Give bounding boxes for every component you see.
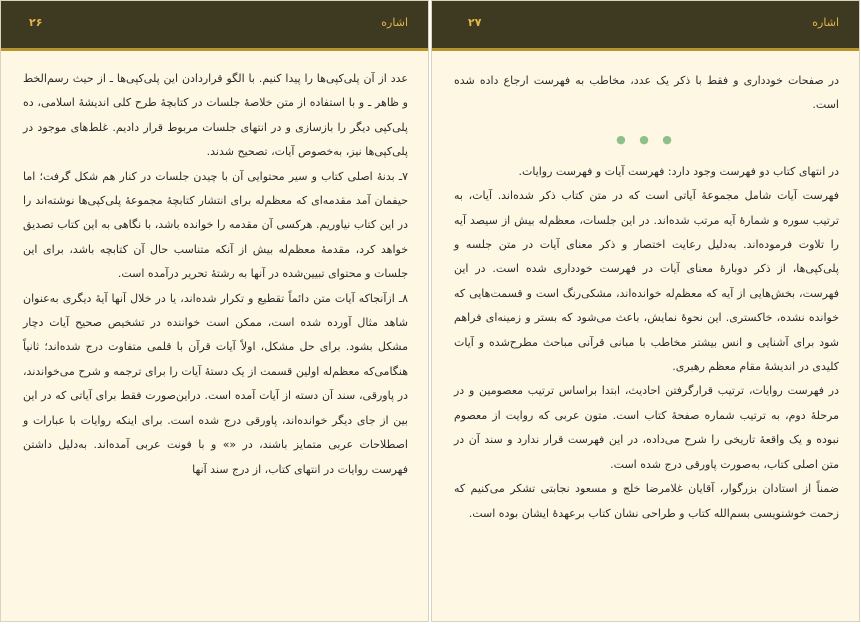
paragraph-item-7: ۷ـ بدنهٔ اصلی کتاب و سیر محتوایی آن با چیدن جلسات در کنار هم شکل گرفت؛ اما حیفمان آمد مقدمه‌ای که معظم‌له برای انتشار کتابچهٔ مجموعهٔ پلی‌کپی‌ها نوشته‌اند را در این کتاب نیاوریم. هرکسی آن مقدمه را خوانده باشد، با نگاهی به این کتاب تصدیق خواهد کرد، مقدمهٔ معظم‌له بیش از آنکه متناسب حال آن کتابچه باشد، برای این جلسات و محتوای تبیین‌شده در آنها به رشتهٔ تحریر درآمده است. bbox=[23, 169, 408, 281]
page-number: ۲۷ bbox=[468, 16, 482, 29]
page-header bbox=[1, 1, 428, 51]
paragraph-indexes-intro: در انتهای کتاب دو فهرست وجود دارد: فهرست آیات و فهرست روایات. bbox=[518, 164, 839, 178]
paragraph: عدد از آن پلی‌کپی‌ها را پیدا کنیم. با الگو قراردادن این پلی‌کپی‌ها ـ از حیث رسم‌الخط و ظاهر ـ و با استفاده از متن خلاصهٔ جلسات در کتابچهٔ طرح کلی اندیشهٔ اسلامی، ده پلی‌کپی دیگر را بازسازی و در انتهای جلسات مربوط قرار دادیم. غلط‌های موجود در پلی‌کپی‌ها نیز، به‌خصوص آیات، تصحیح شدند. bbox=[23, 72, 408, 159]
page-26 bbox=[0, 0, 429, 622]
section-divider-dots: ● ● ● bbox=[616, 132, 677, 146]
paragraph-acknowledgement: ضمناً از استادان بزرگوار، آقایان غلامرضا خلج و مسعود نجابتی تشکر می‌کنیم که زحمت خوشنویسی بسم‌الله کتاب و طراحی نشان کتاب برعهدهٔ ایشان بوده است. bbox=[454, 482, 839, 520]
paragraph-item-8: ۸ـ ازآنجاکه آیات متن دائماً تقطیع و تکرار شده‌اند، یا در خلال آنها آیهٔ دیگری به‌عنوان شاهد مثال آورده شده است، ممکن است خواننده در تشخیص صحیح آیات دچار مشکل بشود. برای حل مشکل، اولاً آیات قرآن با قلمی متفاوت درج شده‌اند؛ ثانیاً هنگامی‌که معظم‌له اولین قسمت از یک دستهٔ آیات را برای ترجمه و شرح می‌خواندند، در پاورقی، سند آن دسته از آیات آمده است. دراین‌صورت فقط برای آیاتی که در این بین از جای دیگر خوانده‌اند، پاورقی درج شده است. برای اینکه روایات با عبارات و اصطلاحات عربی متمایز باشند، در «» و با فونت عربی آمده‌اند. به‌دلیل داشتن فهرست روایات در انتهای کتاب، از درج سند آنها bbox=[23, 291, 408, 476]
page-body bbox=[23, 67, 408, 482]
page-header-title: اشاره bbox=[812, 16, 839, 29]
paragraph-verses-index: فهرست آیات شامل مجموعهٔ آیاتی است که در متن کتاب ذکر شده‌اند. آیات، به ترتیب سوره و شمارهٔ آیه مرتب شده‌اند. در این جلسات، معظم‌له بیش از سیصد آیه را تلاوت فرموده‌اند. به‌دلیل رعایت اختصار و ذکر معنای آیات در متن جلسه و پلی‌کپی‌ها، از ذکر دوبارهٔ معنای آیات در فهرست خودداری شده است. در این فهرست، بخش‌هایی از آیه که معظم‌له خوانده‌اند، مشکی‌رنگ است و قسمت‌هایی که خوانده نشده، خاکستری. این نحوهٔ نمایش، باعث می‌شود که بستر و زمینه‌ای فراهم شود برای آشنایی و انس بیشتر مخاطب با مبانی قرآنی مباحث مطرح‌شده و آیات کلیدی در اندیشهٔ مقام معظم رهبری. bbox=[454, 189, 839, 374]
page-body bbox=[454, 69, 839, 526]
paragraph-hadith-index: در فهرست روایات، ترتیب قرارگرفتن احادیث، ابتدا براساس ترتیب معصومین و در مرحلهٔ دوم، به ترتیب شماره صفحهٔ کتاب است. متون عربی که روایت از معصوم نبوده و یک واقعهٔ تاریخی را شرح می‌داده، در این فهرست قرار ندارد و سند آن در متن اصلی کتاب، به‌صورت پاورقی درج شده است. bbox=[454, 384, 839, 471]
paragraph: در صفحات خودداری و فقط با ذکر یک عدد، مخاطب به فهرست ارجاع داده شده است. bbox=[454, 74, 839, 112]
page-header-title: اشاره bbox=[381, 16, 408, 29]
page-header bbox=[432, 1, 859, 51]
page-number: ۲۶ bbox=[29, 16, 43, 29]
page-27 bbox=[431, 0, 860, 622]
